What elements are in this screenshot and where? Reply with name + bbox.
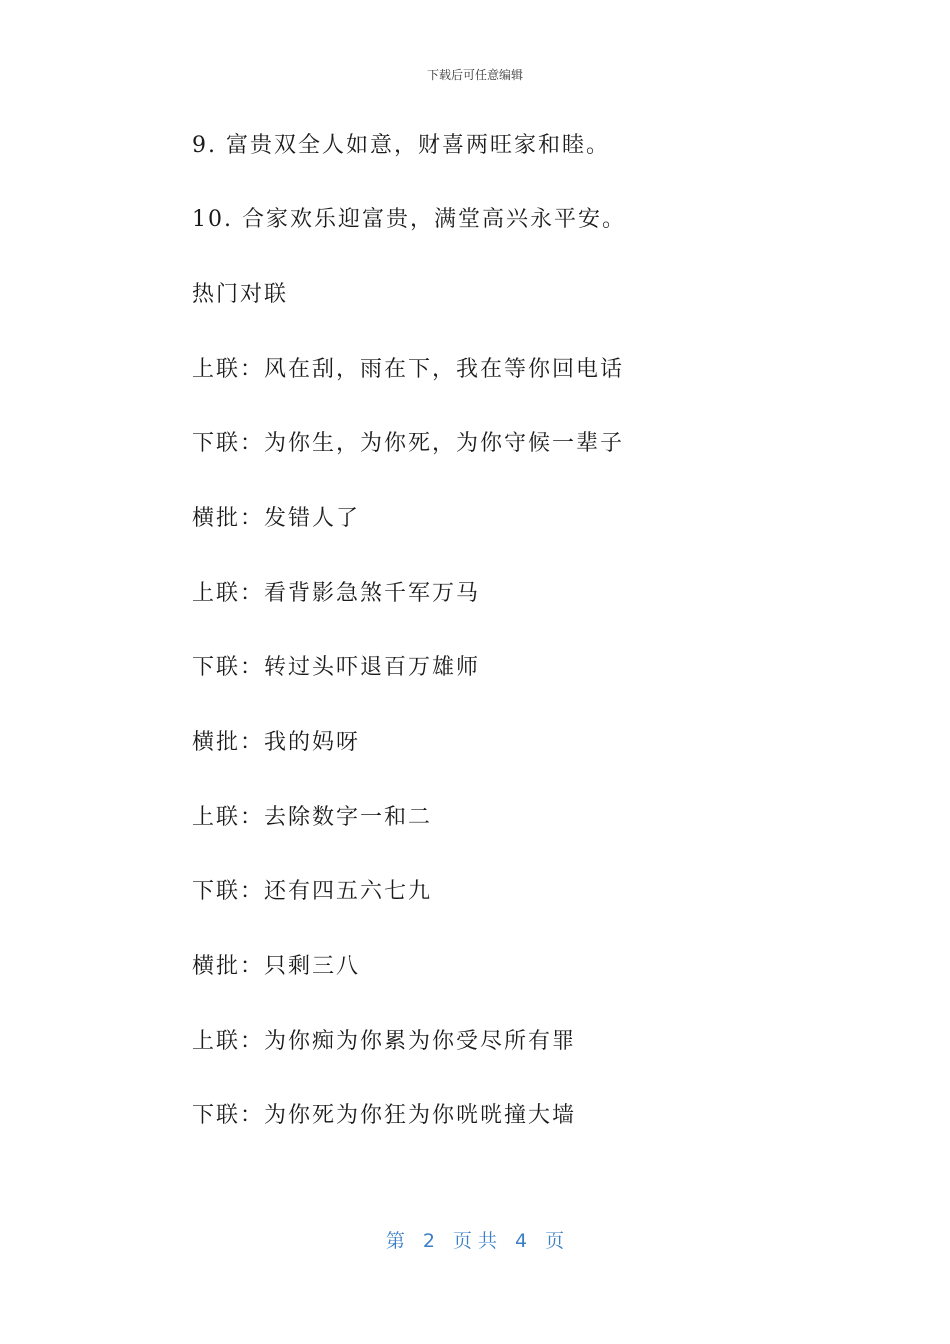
- text-line: 横批：我的妈呀: [192, 730, 361, 755]
- footer-middle: 页 共: [452, 1230, 498, 1252]
- text-line: 上联：风在刮，雨在下，我在等你回电话: [192, 357, 625, 382]
- section-title: 热门对联: [192, 282, 289, 307]
- text-line: 9. 富贵双全人如意，财喜两旺家和睦。: [192, 133, 610, 158]
- text-line: 10. 合家欢乐迎富贵，满堂高兴永平安。: [192, 207, 626, 232]
- text-line: 上联：为你痴为你累为你受尽所有罪: [192, 1029, 577, 1054]
- text-line: 上联：去除数字一和二: [192, 805, 433, 830]
- text-line: 下联：转过头吓退百万雄师: [192, 655, 481, 680]
- text-line: 下联：为你生，为你死，为你守候一辈子: [192, 431, 625, 456]
- footer-suffix: 页: [545, 1230, 565, 1252]
- current-page-number: 2: [422, 1230, 435, 1252]
- text-line: 下联：还有四五六七九: [192, 879, 433, 904]
- text-line: 上联：看背影急煞千军万马: [192, 581, 481, 606]
- page-footer: [0, 1226, 950, 1253]
- text-line: 横批：发错人了: [192, 506, 361, 531]
- page-header: 下载后可任意编辑: [426, 68, 523, 82]
- total-pages-number: 4: [515, 1230, 528, 1252]
- text-line: 下联：为你死为你狂为你咣咣撞大墙: [192, 1103, 577, 1128]
- footer-prefix: 第: [385, 1230, 405, 1252]
- text-line: 横批：只剩三八: [192, 954, 361, 979]
